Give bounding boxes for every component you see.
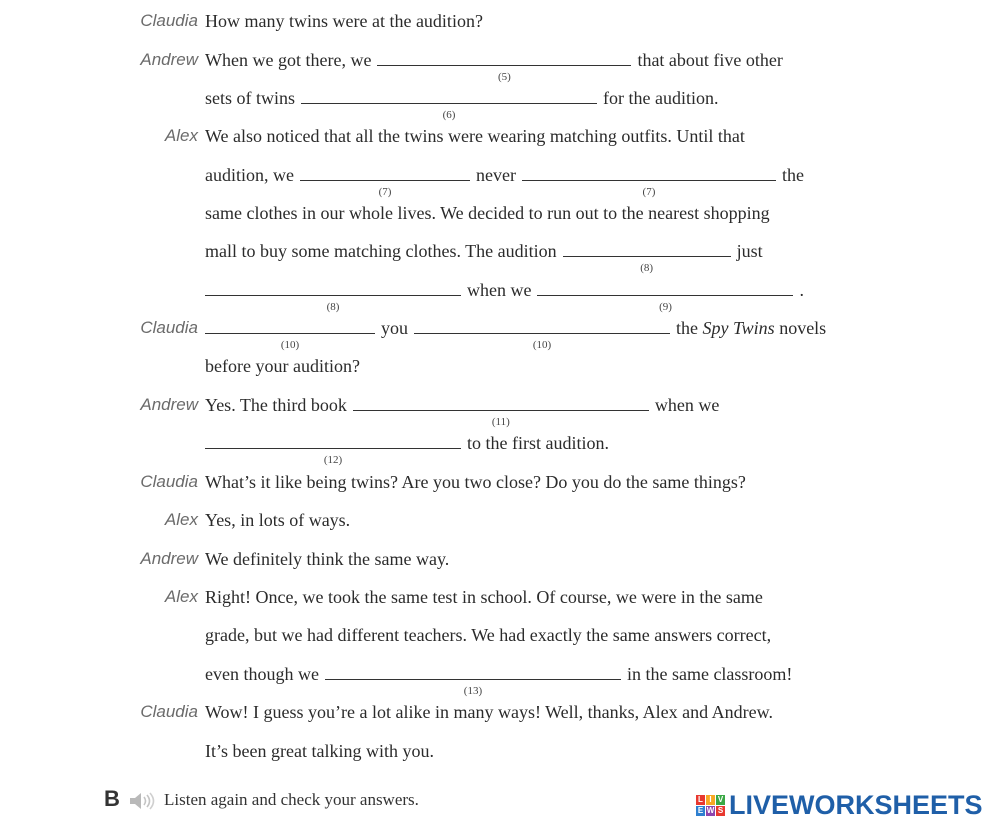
logo-tile: E xyxy=(697,805,704,815)
dialogue-line xyxy=(205,394,720,428)
dialogue-text: We also noticed that all the twins were wearing matching outfits. Until that xyxy=(205,126,745,146)
answer-blank[interactable] xyxy=(325,665,621,697)
blank-number: (10) xyxy=(532,339,552,351)
dialogue-text: you xyxy=(381,318,408,338)
dialogue-text: when we xyxy=(467,280,532,300)
dialogue-text: the xyxy=(676,318,703,338)
section-letter: B xyxy=(104,786,120,811)
dialogue-text: . xyxy=(799,280,804,300)
logo-tile: S xyxy=(717,805,724,815)
blank-number: (7) xyxy=(378,186,392,198)
dialogue-line xyxy=(205,279,804,313)
dialogue-text: that about five other xyxy=(637,50,783,70)
dialogue-text: We definitely think the same way. xyxy=(205,549,450,569)
dialogue-line xyxy=(205,586,763,608)
blank-number: (9) xyxy=(659,301,672,313)
dialogue-line xyxy=(205,49,783,83)
dialogue-line xyxy=(205,701,773,723)
speaker-label: Claudia xyxy=(140,702,198,721)
dialogue-text: the xyxy=(781,165,804,185)
logo-tile: L xyxy=(696,795,705,805)
speaker-label: Alex xyxy=(164,126,198,145)
blank-number: (8) xyxy=(326,301,340,313)
dialogue-line xyxy=(205,548,449,570)
audio-speaker-icon[interactable] xyxy=(128,792,156,810)
answer-blank[interactable] xyxy=(537,281,793,313)
dialogue-line xyxy=(205,125,745,147)
answer-blank[interactable] xyxy=(205,434,461,466)
answer-blank[interactable] xyxy=(205,281,461,313)
answer-blank[interactable] xyxy=(301,89,597,121)
blank-number: (10) xyxy=(280,339,300,351)
answer-blank[interactable] xyxy=(300,166,470,198)
answer-blank[interactable] xyxy=(353,396,649,428)
dialogue-text: before your audition? xyxy=(205,356,360,376)
answer-blank[interactable] xyxy=(563,242,731,274)
dialogue-text: just xyxy=(736,241,763,261)
dialogue-text: Yes. The third book xyxy=(205,395,347,415)
logo-tile: W xyxy=(706,805,715,815)
speaker-label: Alex xyxy=(164,587,198,606)
dialogue-text: How many twins were at the audition? xyxy=(205,11,483,31)
dialogue-line xyxy=(205,740,434,762)
dialogue-text: Yes, in lots of ways. xyxy=(205,510,351,530)
blank-number: (8) xyxy=(640,262,654,274)
dialogue-line xyxy=(205,10,483,32)
logo-tile: V xyxy=(717,794,724,804)
dialogue-text: to the first audition. xyxy=(467,433,609,453)
dialogue-text: sets of twins xyxy=(205,88,295,108)
speaker-label: Claudia xyxy=(140,318,198,337)
book-title: Spy Twins xyxy=(702,318,775,338)
logo-text: LIVEWORKSHEETS xyxy=(729,789,983,820)
dialogue-line xyxy=(205,164,804,198)
dialogue-text: audition, we xyxy=(205,165,294,185)
speaker-label: Alex xyxy=(164,510,198,529)
dialogue-text: When we got there, we xyxy=(205,50,372,70)
answer-blank[interactable] xyxy=(205,319,375,351)
logo-mark-icon xyxy=(696,795,725,816)
blank-number: (7) xyxy=(642,186,656,198)
dialogue-text: novels xyxy=(774,318,827,338)
dialogue-text: Wow! I guess you’re a lot alike in many ways! Well, thanks, Alex and Andrew. xyxy=(205,702,773,722)
dialogue-line xyxy=(205,432,609,466)
dialogue-line xyxy=(205,624,771,646)
speaker-label: Claudia xyxy=(140,472,198,491)
dialogue-text: never xyxy=(475,165,516,185)
speaker-label: Andrew xyxy=(140,395,198,414)
dialogue-text: It’s been great talking with you. xyxy=(205,741,434,761)
dialogue-line xyxy=(205,355,360,377)
dialogue-text: even though we xyxy=(205,664,319,684)
liveworksheets-logo xyxy=(696,790,983,820)
blank-number: (11) xyxy=(491,416,510,428)
dialogue-line xyxy=(205,317,827,351)
listen-instruction: Listen again and check your answers. xyxy=(164,790,419,809)
answer-blank[interactable] xyxy=(522,166,776,198)
answer-blank[interactable] xyxy=(377,51,631,83)
dialogue-text: Right! Once, we took the same test in school. Of course, we were in the same xyxy=(205,587,763,607)
blank-number: (5) xyxy=(498,71,511,83)
dialogue-line xyxy=(205,240,763,274)
answer-blank[interactable] xyxy=(414,319,670,351)
speaker-label: Claudia xyxy=(140,11,198,30)
speaker-label: Andrew xyxy=(140,549,198,568)
blank-number: (12) xyxy=(323,454,343,466)
dialogue-text: What’s it like being twins? Are you two close? Do you do the same things? xyxy=(205,472,746,492)
dialogue-text: for the audition. xyxy=(603,88,719,108)
dialogue-text: grade, but we had different teachers. We had exactly the same answers correct, xyxy=(205,625,772,645)
logo-tile: I xyxy=(706,795,715,805)
dialogue-line xyxy=(205,87,719,121)
blank-number: (13) xyxy=(463,685,483,697)
dialogue-line xyxy=(205,663,793,697)
blank-number: (6) xyxy=(442,109,456,121)
dialogue-text: in the same classroom! xyxy=(626,664,793,684)
dialogue-line xyxy=(205,471,746,493)
dialogue-text: same clothes in our whole lives. We decided to run out to the nearest shopping xyxy=(205,203,770,223)
dialogue-text: mall to buy some matching clothes. The audition xyxy=(205,241,557,261)
dialogue-text: when we xyxy=(654,395,720,415)
dialogue-line xyxy=(205,202,770,224)
dialogue-line xyxy=(205,509,350,531)
speaker-label: Andrew xyxy=(140,50,198,69)
